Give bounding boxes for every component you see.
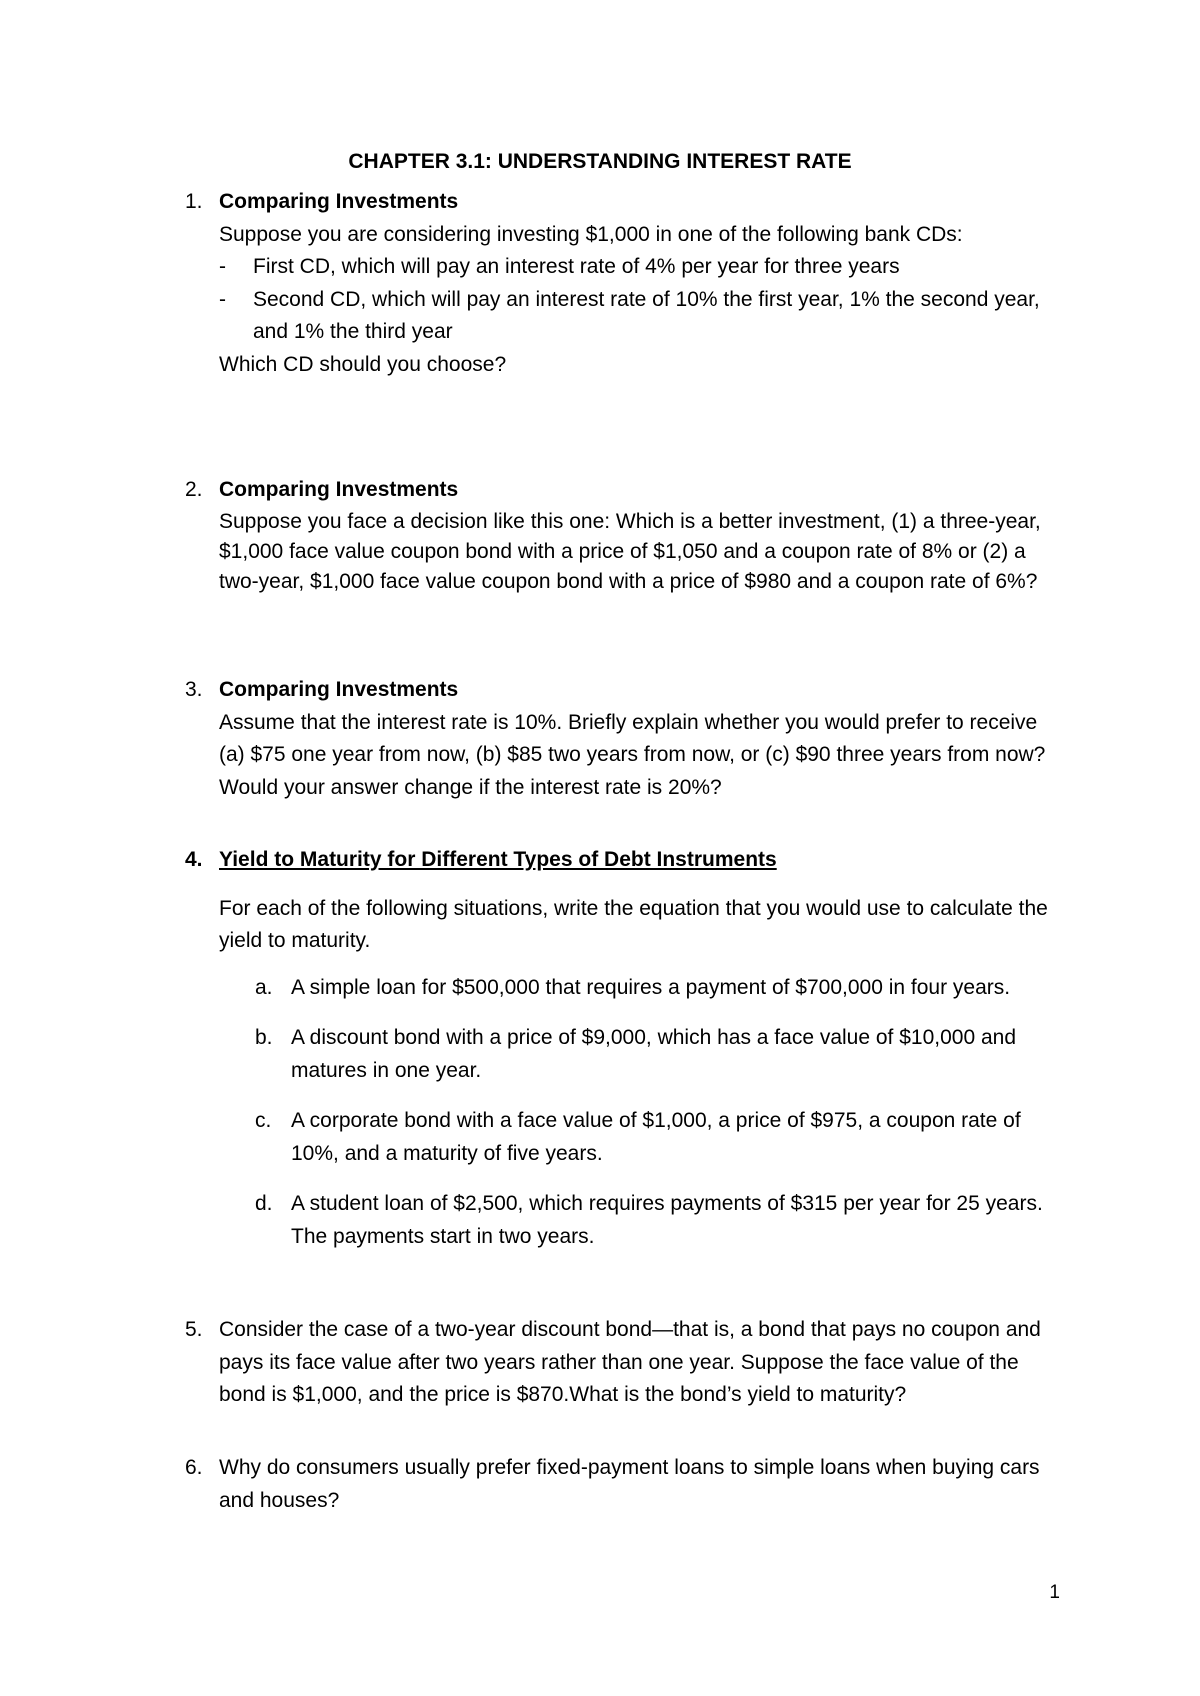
question-3	[185, 674, 1065, 804]
question-1	[185, 186, 1065, 381]
question-number: 3.	[185, 678, 203, 701]
question-heading: Comparing Investments	[219, 478, 459, 501]
list-item: - First CD, which will pay an interest rate of 4% per year for three years	[219, 255, 900, 279]
bullet-list	[219, 251, 1065, 349]
question-text: Why do consumers usually prefer fixed-payment loans to simple loans when buying cars and houses?	[219, 1456, 1040, 1512]
question-number: 2.	[185, 478, 203, 501]
list-item: - Second CD, which will pay an interest rate of 10% the first year, 1% the second year, and 1% the third year	[219, 287, 1040, 344]
question-text: Consider the case of a two-year discount bond—that is, a bond that pays no coupon and pays its face value after two years rather than one year. Suppose the face value of the bond is $1,000, and the price is $870.What is the bond’s yield to maturity?	[219, 1318, 1041, 1407]
sub-question-list	[219, 972, 1065, 1254]
list-item: d. A student loan of $2,500, which requires payments of $315 per year for 25 years. The payments start in two years.	[255, 1192, 1043, 1248]
question-prompt: Which CD should you choose?	[219, 352, 507, 376]
question-heading: Yield to Maturity for Different Types of Debt Instruments	[219, 848, 777, 871]
question-number: 6.	[185, 1456, 203, 1479]
page-title: CHAPTER 3.1: UNDERSTANDING INTEREST RATE	[348, 150, 852, 173]
question-text: Suppose you are considering investing $1,000 in one of the following bank CDs:	[219, 222, 963, 246]
question-6	[185, 1452, 1065, 1517]
list-item: c. A corporate bond with a face value of $1,000, a price of $975, a coupon rate of 10%, and a maturity of five years.	[255, 1109, 1021, 1165]
question-text: Assume that the interest rate is 10%. Briefly explain whether you would prefer to receive (a) $75 one year from now, (b) $85 two years from now, or (c) $90 three years from now? Would your answer change if the interest rate is 20%?	[219, 710, 1046, 799]
page-number: 1	[1049, 1582, 1060, 1603]
question-text: For each of the following situations, write the equation that you would use to calculate the yield to maturity.	[219, 896, 1048, 953]
question-5	[185, 1314, 1065, 1412]
list-item: b. A discount bond with a price of $9,000, which has a face value of $10,000 and matures in one year.	[255, 1026, 1017, 1082]
question-number: 4.	[185, 848, 203, 871]
question-heading: Comparing Investments	[219, 190, 459, 213]
list-item: a. A simple loan for $500,000 that requires a payment of $700,000 in four years.	[255, 975, 1011, 999]
question-heading: Comparing Investments	[219, 678, 459, 701]
question-4	[185, 844, 1065, 1271]
question-text: Suppose you face a decision like this one: Which is a better investment, (1) a three-year, $1,000 face value coupon bond with a price of $1,050 and a coupon rate of 8% or (2) a two-year, $1,000 face value coupon bond with a price of $980 and a coupon rate of 6%?	[219, 509, 1041, 594]
question-number: 5.	[185, 1318, 203, 1341]
question-number: 1.	[185, 190, 203, 213]
question-2	[185, 474, 1065, 598]
